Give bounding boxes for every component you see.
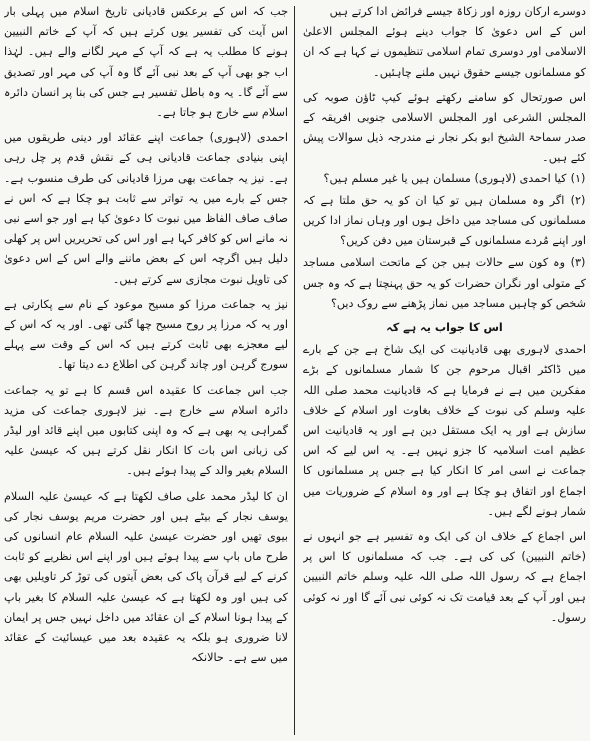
answer-heading: اس کا جواب یہ ہے کہ <box>386 321 503 335</box>
paragraph: احمدی لاہوری بھی قادیانیت کی ایک شاخ ہے جن کے بارے میں ڈاکٹر اقبال مرحوم جن کا شمار مسلمانوں کے بڑے مفکرین میں ہے نے فرمایا ہے کہ قادیانیت محمد صلی اللہ علیہ وسلم کی نبوت کے خلاف بغاوت اور اسلام کے خلاف سازش ہے اور یہ ایک مستقل دین ہے اور یہ قادیانیت اس عظیم امت اسلامیہ کا جزو نہیں ہے۔ یہ اس لیے کہ اس جماعت نے اسی امر کا انکار کیا ہے جس پر مسلمانوں کا اجماع اور اتفاق ہو چکا ہے اور وہ اسلام کے ضروریات میں شمار ہونے لگے ہیں۔ <box>303 343 586 518</box>
question-number: (۱) <box>570 171 586 185</box>
right-column <box>303 2 586 739</box>
paragraph: جب اس جماعت کا عقیدہ اس قسم کا ہے تو یہ جماعت دائرہ اسلام سے خارج ہے۔ نیز لاہوری جماعت کی مزید گمراہی یہ بھی ہے کہ وہ اپنی کتابوں میں اپنے قائد اور لیڈر کی زبانی اس بات کا انکار نقل کرتے ہیں کہ عیسیٰ علیہ السلام بغیر والد کے پیدا ہوئے ہیں۔ <box>4 383 288 478</box>
question-item <box>303 191 586 252</box>
question-item <box>303 169 586 189</box>
paragraph: اس کے اس دعویٰ کا جواب دینے ہوئے المجلس الاعلیٰ الاسلامی اور دوسری تمام اسلامی تنظیموں نے کہا ہے کہ ان کو مسلمانوں جیسے حقوق نہیں ملنے چاہئیں۔ <box>303 25 586 79</box>
paragraph: اس صورتحال کو سامنے رکھتے ہوئے کیپ ٹاؤن صوبہ کی المجلس الشرعی اور المجلس الاسلامی جنوبی افریقہ کے صدر سماحۃ الشیخ ابو بکر نجار نے مندرجہ ذیل سوالات پیش کئے ہیں۔ <box>303 90 586 165</box>
paragraph: اس اجماع کے خلاف ان کی ایک وہ تفسیر ہے جو انہوں نے (خاتم النبیین) کی کی ہے۔ جب کہ مسلمانوں کا اس پر اجماع ہے کہ رسول اللہ صلی اللہ علیہ وسلم خاتم النبیین ہیں اور آپ کے بعد قیامت تک نہ کوئی نبی آئے گا اور نہ کوئی رسول۔ <box>303 530 586 624</box>
paragraph: جب کہ اس کے برعکس قادیانی تاریخ اسلام میں پہلی بار اس آیت کی تفسیر یوں کرتے ہیں کہ آپ کے خاتم النبیین ہونے کا مطلب یہ ہے کہ آپ کے مہر لگانے والے ہیں۔ لہٰذا اب جو بھی آپ کے بعد نبی آئے گا وہ آپ کی مہر اور تصدیق سے آئے گا۔ یہ وہ باطل تفسیر ہے جس کی بنا پر انسان دائرہ اسلام سے خارج ہو جاتا ہے۔ <box>4 5 288 120</box>
question-item <box>303 253 586 314</box>
question-text: وہ کون سے حالات ہیں جن کے ماتحت اسلامی مساجد کے متولی اور نگران حضرات کو یہ حق پہنچتا ہے کہ وہ جس شخص کو چاہیں مساجد میں نماز پڑھنے سے روک دیں؟ <box>303 256 586 310</box>
intro-line: دوسرے ارکان روزہ اور زکاۃ جیسے فرائض ادا کرتے ہیں <box>329 5 586 18</box>
question-text: اگر وہ مسلمان ہیں تو کیا ان کو یہ حق ملتا ہے کہ مسلمانوں کی مساجد میں داخل ہوں اور وہاں نماز ادا کریں اور اپنے مُردے مسلمانوں کے قبرستان میں دفن کریں؟ <box>303 193 586 248</box>
paragraph: احمدی (لاہوری) جماعت اپنے عقائد اور دینی طریقوں میں اپنی بنیادی جماعت قادیانی ہی کے نقش قدم پر چل رہی ہے۔ نیز یہ جماعت بھی مرزا قادیانی کی طرف منسوب ہے۔ جس کے بارے میں یہ تواتر سے ثابت ہو چکا ہے کہ اس نے صاف صاف الفاظ میں نبوت کا دعویٰ کیا ہے اور جو اسے نبی نہ مانے اس کو کافر کہا ہے اور اس کی تحریریں اس پر کھلی دلیل ہیں اگرچہ اس کے بعض ماننے والے اس کے اس دعویٰ کی تاویل نبوت مجازی سے کرتے ہیں۔ <box>4 131 288 286</box>
question-text: کیا احمدی (لاہوری) مسلمان ہیں یا غیر مسلم ہیں؟ <box>323 171 567 185</box>
paragraph: نیز یہ جماعت مرزا کو مسیح موعود کے نام سے پکارتی ہے اور یہ کہ مرزا پر روح مسیح چھا گئی تھی۔ اور یہ کہ اس کے لیے معجزے بھی ثابت کرتے ہیں کہ اس کے وقت سے پہلے سورج گرہن اور چاند گرہن کی اطلاع دے دیتا تھا۔ <box>4 297 288 372</box>
column-divider <box>294 6 295 735</box>
paragraph: ان کا لیڈر محمد علی صاف لکھتا ہے کہ عیسیٰ علیہ السلام یوسف نجار کے بیٹے ہیں اور حضرت مریم یوسف نجار کی بیوی تھیں اور حضرت عیسیٰ علیہ السلام عام انسانوں کی طرح ماں باپ سے پیدا ہوئے ہیں اور اپنے اس نظریے کو ثابت کرنے کے لیے قرآن پاک کی بعض آیتوں کی توڑ کر تاویلیں بھی کی ہیں اور وہ لکھتا ہے کہ عیسیٰ علیہ السلام کا بغیر باپ کے پیدا ہونا اسلام کے ان عقائد میں داخل نہیں جس پر ایمان لانا ضروری ہو بلکہ یہ عقیدہ بعد میں عیسائیت کے عقائد میں سے ہے۔ حالانکہ <box>4 489 288 665</box>
question-number: (۳) <box>570 256 586 270</box>
question-number: (۲) <box>570 193 586 207</box>
left-column <box>4 2 288 739</box>
